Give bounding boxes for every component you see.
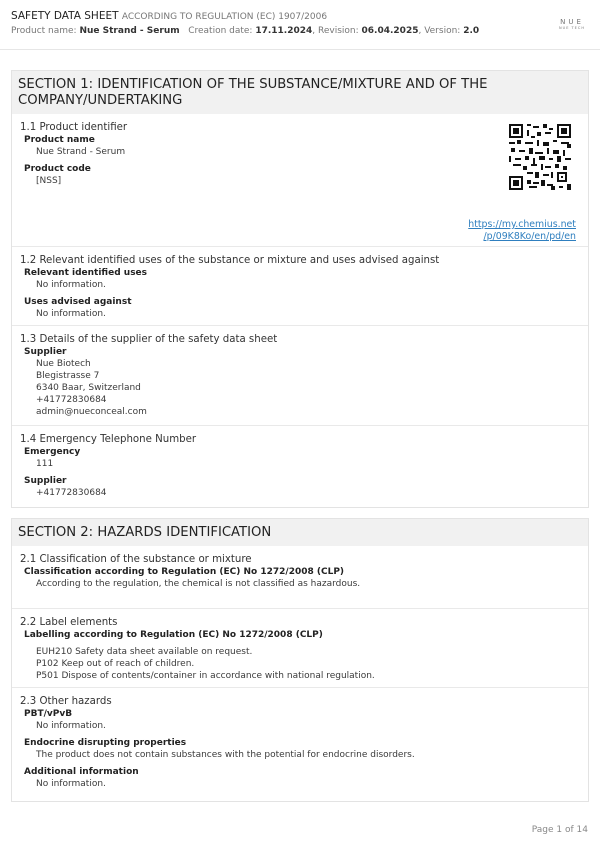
section-1 bbox=[11, 70, 589, 508]
subsection-title: 2.1 Classification of the substance or mixture bbox=[20, 554, 252, 565]
revision-label: , Revision: bbox=[312, 26, 359, 36]
subsection-2-2 bbox=[12, 608, 588, 687]
revision-date-value: 06.04.2025 bbox=[361, 26, 419, 36]
subsection-2-1 bbox=[12, 546, 588, 608]
subsection-title: 1.1 Product identifier bbox=[20, 122, 128, 133]
product-link-line1[interactable]: https://my.chemius.net bbox=[468, 219, 576, 230]
logo-sub-text: NUE TECH bbox=[559, 26, 585, 30]
subsection-1-1 bbox=[12, 114, 588, 246]
product-name-value: Nue Strand - Serum bbox=[79, 26, 180, 36]
subsection-title: 2.3 Other hazards bbox=[20, 696, 112, 707]
subsection-title: 1.2 Relevant identified uses of the substance or mixture and uses advised against bbox=[20, 255, 440, 266]
subsection-1-3 bbox=[12, 325, 588, 425]
emergency-supplier-label: Supplier bbox=[24, 476, 67, 486]
subsection-title: 1.3 Details of the supplier of the safety data sheet bbox=[20, 334, 278, 345]
uses-against-label: Uses advised against bbox=[24, 297, 132, 307]
section-1-title: SECTION 1: IDENTIFICATION OF THE SUBSTANCE/MIXTURE AND OF THE COMPANY/UNDERTAKING bbox=[12, 71, 588, 114]
uses-value: No information. bbox=[36, 280, 106, 290]
section-2 bbox=[11, 518, 589, 802]
supplier-email: admin@nueconceal.com bbox=[36, 407, 147, 417]
supplier-label: Supplier bbox=[24, 347, 67, 357]
uses-against-value: No information. bbox=[36, 309, 106, 319]
product-code-label: Product code bbox=[24, 164, 91, 174]
supplier-street: Blegistrasse 7 bbox=[36, 371, 100, 381]
endocrine-value: The product does not contain substances with the potential for endocrine disorders. bbox=[36, 750, 415, 760]
qr-code-icon[interactable] bbox=[509, 124, 571, 190]
document-header bbox=[11, 10, 591, 38]
subsection-1-4 bbox=[12, 425, 588, 505]
product-name-label: Product name: bbox=[11, 26, 77, 36]
document-title-line bbox=[11, 10, 591, 24]
emergency-value: 111 bbox=[36, 459, 54, 469]
supplier-name: Nue Biotech bbox=[36, 359, 91, 369]
product-name-label: Product name bbox=[24, 135, 95, 145]
subsection-title: 2.2 Label elements bbox=[20, 617, 118, 628]
supplier-phone: +41772830684 bbox=[36, 395, 107, 405]
label-statement: EUH210 Safety data sheet available on request. bbox=[36, 647, 253, 657]
pbt-label: PBT/vPvB bbox=[24, 709, 73, 719]
label-statement: P501 Dispose of contents/container in accordance with national regulation. bbox=[36, 671, 375, 681]
regulation-text: ACCORDING TO REGULATION (EC) 1907/2006 bbox=[121, 12, 328, 22]
creation-date-label: Creation date: bbox=[188, 26, 253, 36]
additional-info-label: Additional information bbox=[24, 767, 139, 777]
subsection-title: 1.4 Emergency Telephone Number bbox=[20, 434, 197, 445]
product-link-line2[interactable]: /p/09K8Ko/en/pd/en bbox=[483, 231, 576, 242]
emergency-label: Emergency bbox=[24, 447, 81, 457]
additional-info-value: No information. bbox=[36, 779, 106, 789]
supplier-city: 6340 Baar, Switzerland bbox=[36, 383, 141, 393]
product-name-value: Nue Strand - Serum bbox=[36, 147, 126, 157]
emergency-supplier-value: +41772830684 bbox=[36, 488, 107, 498]
endocrine-label: Endocrine disrupting properties bbox=[24, 738, 187, 748]
page-number: Page 1 of 14 bbox=[531, 825, 588, 835]
company-logo bbox=[552, 18, 592, 31]
classification-value: According to the regulation, the chemical is not classified as hazardous. bbox=[36, 579, 361, 589]
logo-main-text: NUE bbox=[560, 18, 584, 26]
labelling-label: Labelling according to Regulation (EC) No 1272/2008 (CLP) bbox=[24, 630, 323, 640]
subsection-2-3 bbox=[12, 687, 588, 795]
header-divider bbox=[0, 49, 600, 50]
classification-label: Classification according to Regulation (EC) No 1272/2008 (CLP) bbox=[24, 567, 345, 577]
pbt-value: No information. bbox=[36, 721, 106, 731]
product-code-value: [NSS] bbox=[36, 176, 62, 186]
version-value: 2.0 bbox=[463, 26, 480, 36]
subsection-1-2 bbox=[12, 246, 588, 325]
section-2-title: SECTION 2: HAZARDS IDENTIFICATION bbox=[12, 519, 588, 546]
label-statement: P102 Keep out of reach of children. bbox=[36, 659, 195, 669]
document-title: SAFETY DATA SHEET bbox=[11, 10, 119, 22]
document-meta-line bbox=[11, 25, 591, 38]
product-link[interactable] bbox=[466, 219, 576, 243]
version-label: , Version: bbox=[418, 26, 461, 36]
creation-date-value: 17.11.2024 bbox=[255, 26, 313, 36]
uses-label: Relevant identified uses bbox=[24, 268, 148, 278]
